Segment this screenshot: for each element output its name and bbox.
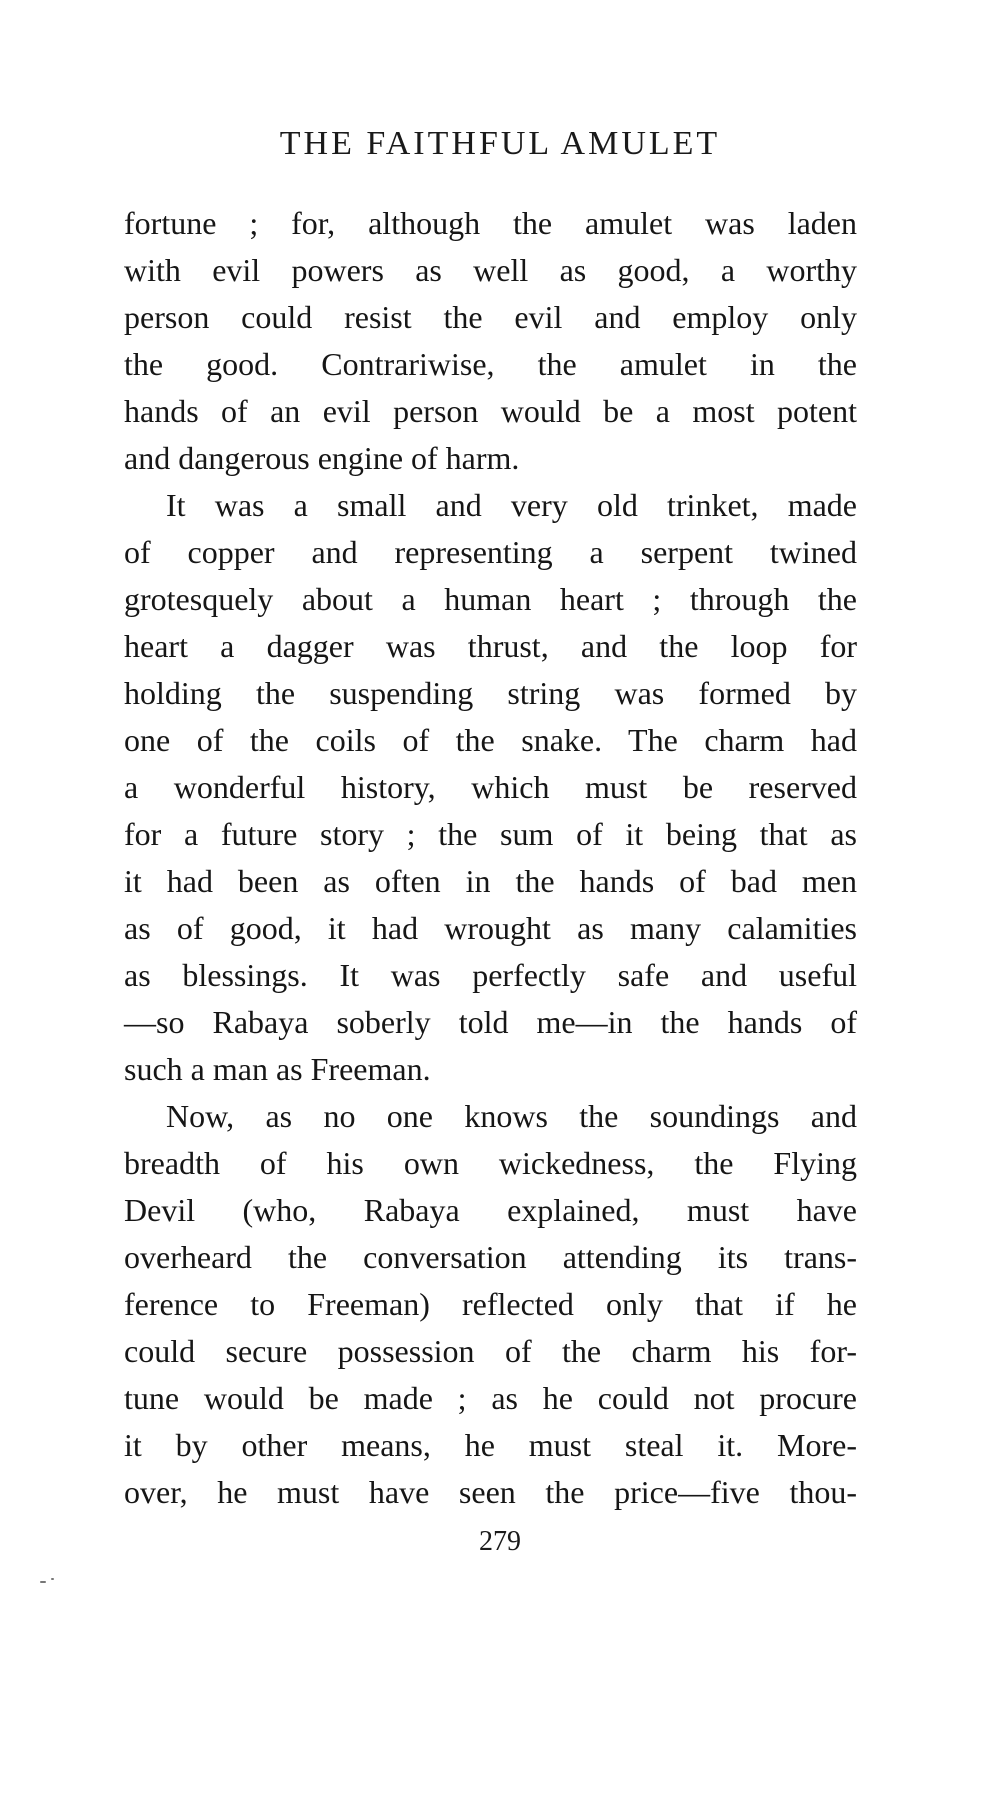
paragraph-1 <box>124 200 857 482</box>
text-line: heart a dagger was thrust, and the loop for <box>124 628 857 664</box>
text-line: breadth of his own wickedness, the Flying <box>124 1145 857 1181</box>
body-text <box>124 200 857 1516</box>
text-line: hands of an evil person would be a most potent <box>124 393 857 429</box>
scan-speck <box>40 1578 58 1584</box>
text-line: as blessings. It was perfectly safe and useful <box>124 957 857 993</box>
text-line: fortune ; for, although the amulet was laden <box>124 205 857 241</box>
text-line: one of the coils of the snake. The charm had <box>124 722 857 758</box>
text-line: grotesquely about a human heart ; through the <box>124 581 857 617</box>
text-line: over, he must have seen the price—five thou- <box>124 1474 857 1510</box>
text-line: as of good, it had wrought as many calamities <box>124 910 857 946</box>
speck-mark <box>40 1581 46 1583</box>
running-title: THE FAITHFUL AMULET <box>279 125 721 162</box>
text-line: the good. Contrariwise, the amulet in the <box>124 346 857 382</box>
text-line: such a man as Freeman. <box>124 1051 431 1087</box>
text-line: for a future story ; the sum of it being that as <box>124 816 857 852</box>
text-line: ference to Freeman) reflected only that if he <box>124 1286 857 1322</box>
text-line: it had been as often in the hands of bad men <box>124 863 857 899</box>
text-line: holding the suspending string was formed by <box>124 675 857 711</box>
paragraph-2 <box>124 482 857 1093</box>
text-line: overheard the conversation attending its trans- <box>124 1239 857 1275</box>
text-line: a wonderful history, which must be reserved <box>124 769 857 805</box>
text-line: it by other means, he must steal it. More- <box>124 1427 857 1463</box>
speck-mark <box>51 1578 54 1580</box>
page-number: 279 <box>479 1526 521 1557</box>
text-line: with evil powers as well as good, a worthy <box>124 252 857 288</box>
text-line: of copper and representing a serpent twined <box>124 534 857 570</box>
paragraph-3 <box>124 1093 857 1516</box>
text-line: could secure possession of the charm his for- <box>124 1333 857 1369</box>
text-line: Now, as no one knows the soundings and <box>166 1098 857 1134</box>
text-line: —so Rabaya soberly told me—in the hands of <box>124 1004 857 1040</box>
text-line: It was a small and very old trinket, made <box>166 487 857 523</box>
text-line: tune would be made ; as he could not procure <box>124 1380 857 1416</box>
text-line: person could resist the evil and employ only <box>124 299 857 335</box>
text-line: Devil (who, Rabaya explained, must have <box>124 1192 857 1228</box>
text-line: and dangerous engine of harm. <box>124 440 520 476</box>
